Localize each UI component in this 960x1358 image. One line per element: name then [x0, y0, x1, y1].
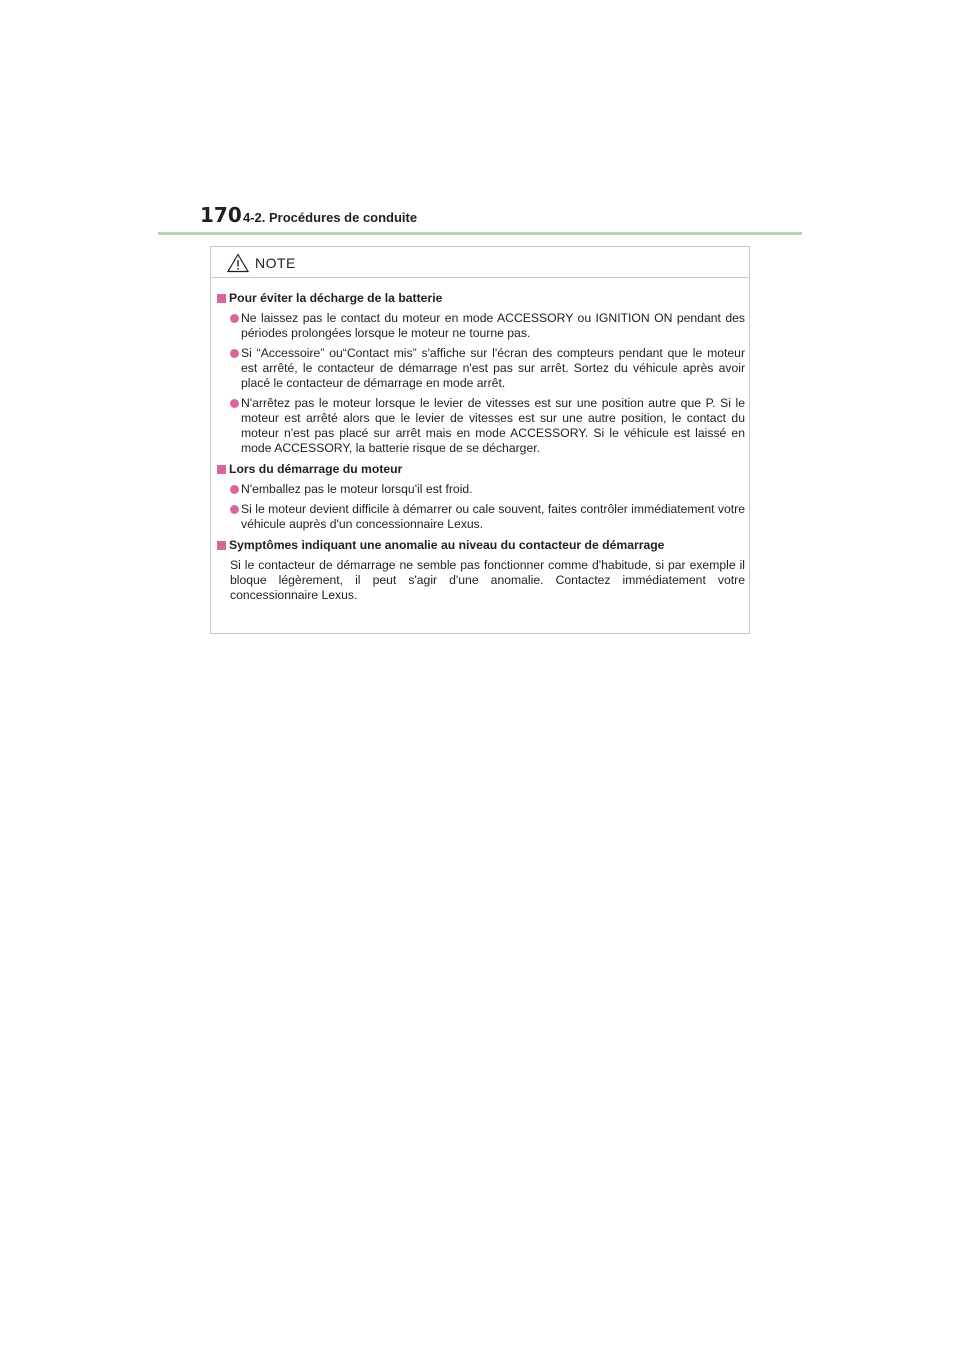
note-header [211, 247, 749, 278]
square-bullet-icon [217, 465, 226, 474]
circle-bullet-icon [230, 485, 239, 494]
page-number: 170 [200, 203, 242, 227]
section-heading-text: Lors du démarrage du moteur [229, 462, 403, 476]
square-bullet-icon [217, 294, 226, 303]
note-body [217, 291, 745, 603]
circle-bullet-icon [230, 349, 239, 358]
section-heading-text: Symptômes indiquant une anomalie au niveau du contacteur de démarrage [229, 538, 665, 552]
section-heading-text: Pour éviter la décharge de la batterie [229, 291, 443, 305]
circle-bullet-icon [230, 399, 239, 408]
list-item [217, 482, 745, 497]
section-heading [217, 538, 745, 553]
header-rule [158, 232, 802, 235]
list-item [217, 346, 745, 391]
circle-bullet-icon [230, 505, 239, 514]
list-item-text: Si “Accessoire” ou“Contact mis” s'affiche sur l'écran des compteurs pendant que le moteur est arrêté, le contacteur de démarrage n'est pas sur arrêt. Sortez du véhicule après avoir placé le contacteur de démarrage en mode arrêt. [241, 346, 745, 390]
section-title: 4-2. Procédures de conduite [243, 210, 418, 225]
section-heading [217, 462, 745, 477]
square-bullet-icon [217, 541, 226, 550]
list-item-text: N'emballez pas le moteur lorsqu'il est froid. [241, 482, 473, 496]
list-item-text: N'arrêtez pas le moteur lorsque le levier de vitesses est sur une position autre que P. Si le moteur est arrêté alors que le levier de vitesses est sur une autre position, le contact du moteur n'est pas placé sur arrêt mais en mode ACCESSORY. Si le véhicule est laissé en mode ACCESSORY, la batterie risque de se décharger. [241, 396, 745, 455]
circle-bullet-icon [230, 314, 239, 323]
list-item [217, 502, 745, 532]
section-paragraph: Si le contacteur de démarrage ne semble pas fonctionner comme d'habitude, si par exemple il bloque légèrement, il peut s'agir d'une anomalie. Contactez immédiatement votre concessionnaire Lexus. [230, 558, 745, 602]
page-header [158, 200, 802, 234]
note-title: NOTE [255, 255, 296, 271]
warning-triangle-icon [227, 253, 249, 273]
section-heading [217, 291, 745, 306]
list-item-text: Ne laissez pas le contact du moteur en mode ACCESSORY ou IGNITION ON pendant des périodes prolongées lorsque le moteur ne tourne pas. [241, 311, 745, 340]
note-box [210, 246, 750, 634]
list-item [217, 396, 745, 456]
list-item [217, 311, 745, 341]
list-item-text: Si le moteur devient difficile à démarrer ou cale souvent, faites contrôler immédiatement votre véhicule auprès d'un concessionnaire Lexus. [241, 502, 745, 531]
